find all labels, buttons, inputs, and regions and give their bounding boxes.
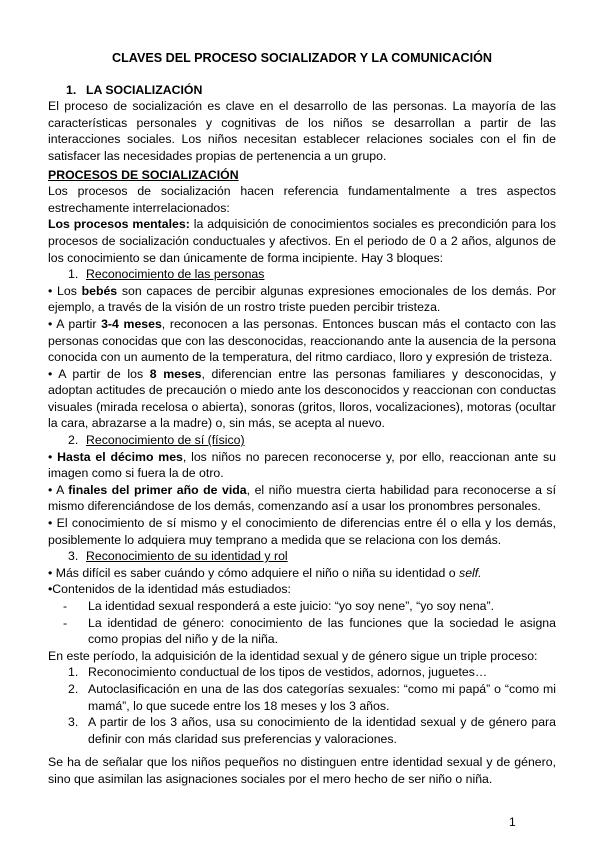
bullet-prefix: • A	[48, 482, 69, 497]
bullet-italic: self.	[459, 565, 482, 580]
procesos-mentales-paragraph	[48, 216, 556, 266]
section-number: 1.	[66, 82, 77, 97]
section-heading-socializacion	[66, 82, 556, 99]
bullet-text: , diferencian entre las personas familiares y desconocidas, y adoptan actitudes de precaución o miedo ante los desconocidos y reaccionan con conductas visuales (mirada recelosa o abierta), sonoras (gritos, lloros, vocalizaciones), motoras (ocultar la cara, abrazarse a la madre) o, sin más, se acepta al nuevo.	[48, 366, 556, 431]
bullet-bold: 8 meses	[149, 366, 202, 381]
bullet-bold: 3-4 meses	[101, 316, 162, 331]
document-title: CLAVES DEL PROCESO SOCIALIZADOR Y LA COMUNICACIÓN	[112, 51, 492, 65]
block1-number: 1.	[68, 267, 79, 282]
spacer	[48, 747, 556, 754]
bullet-prefix: •	[48, 449, 58, 464]
process-step-2	[48, 681, 556, 714]
step-text: Reconocimiento conductual de los tipos de vestidos, adornos, juguetes…	[88, 665, 488, 680]
block3-number: 3.	[68, 549, 79, 564]
bullet-identidad	[48, 565, 556, 582]
section-heading-label: LA SOCIALIZACIÓN	[86, 82, 203, 97]
step-text: A partir de los 3 años, usa su conocimiento de la identidad sexual y de género para definir con más claridad sus preferencias y valoraciones.	[88, 715, 556, 746]
intro-paragraph: El proceso de socialización es clave en el desarrollo de las personas. La mayoría de las características personales y cognitivas de los niños se desarrollan a partir de las interacciones sociales. Los niños necesitan establecer relaciones sociales con el fin de satisfacer las necesidades propias de pertenencia a un grupo.	[48, 99, 556, 163]
procesos-heading: PROCESOS DE SOCIALIZACIÓN	[48, 167, 239, 182]
bullet-text: • Más difícil es saber cuándo y cómo adquiere el niño o niña su identidad o	[48, 565, 460, 580]
bullet-text: , los niños no parecen reconocerse y, por ello, reaccionan ante su imagen como si fuera la de otro.	[48, 449, 556, 481]
bullet-bold: Hasta el décimo mes	[57, 449, 183, 464]
dash-marker: -	[63, 599, 68, 613]
process-intro: En este período, la adquisición de la identidad sexual y de género sigue un triple proceso:	[48, 648, 538, 663]
bullet-text: , reconocen a las personas. Entonces buscan más el contacto con las personas conocidas que con las desconocidas, reaccionando ante la ausencia de la persona conocida con un aumento de la temperatura, del ritmo cardiaco, lloro y expresión de tristeza.	[48, 316, 556, 365]
step-number: 1.	[68, 665, 79, 680]
bullet-bebes	[48, 283, 556, 316]
page-number: 1	[509, 815, 516, 829]
bullet-prefix: • Los	[48, 283, 82, 298]
bullet-primer-ano	[48, 482, 556, 515]
step-number: 3.	[68, 715, 79, 730]
bullet-conocimiento: • El conocimiento de sí mismo y el conocimiento de diferencias entre él o ella y los demás, posiblemente lo adquiera muy temprano a medida que se relaciona con los demás.	[48, 516, 556, 547]
procesos-intro: Los procesos de socialización hacen referencia fundamentalmente a tres aspectos estrechamente interrelacionados:	[48, 184, 556, 215]
dash-text: La identidad sexual responderá a este juicio: “yo soy nene”, “yo soy nena”.	[88, 599, 495, 613]
block3-heading	[68, 548, 556, 565]
block1-heading	[68, 266, 556, 283]
process-step-1	[48, 664, 556, 681]
document-page	[48, 50, 556, 788]
bullet-text: son capaces de percibir algunas expresiones emocionales de los demás. Por ejemplo, a través de la visión de un rostro triste pueden percibir tristeza.	[48, 283, 557, 315]
bullet-bold: bebés	[81, 283, 118, 298]
block2-heading-label: Reconocimiento de sí (físico)	[86, 433, 245, 448]
bullet-8-meses	[48, 366, 556, 432]
block2-heading	[68, 432, 556, 449]
dash-text: La identidad de género: conocimiento de las funciones que la sociedad le asigna como propias del niño y de la niña.	[88, 615, 556, 647]
bullet-decimo-mes	[48, 449, 556, 482]
block2-number: 2.	[68, 433, 79, 448]
procesos-mentales-label: Los procesos mentales:	[48, 217, 190, 232]
block1-heading-label: Reconocimiento de las personas	[86, 267, 265, 282]
process-step-3	[48, 714, 556, 747]
step-number: 2.	[68, 681, 79, 696]
block3-heading-label: Reconocimiento de su identidad y rol	[86, 549, 288, 564]
dash-item-identidad-sexual	[48, 598, 556, 615]
bullet-bold: finales del primer año de vida	[68, 482, 247, 497]
bullet-text: , el niño muestra cierta habilidad para reconocerse a sí mismo diferenciándose de los demás, comenzando así a usar los pronombres personales.	[48, 482, 556, 514]
procesos-mentales-text: la adquisición de conocimientos sociales es precondición para los procesos de socialización conductuales y afectivos. En el periodo de 0 a 2 años, algunos de los conocimiento se dan únicamente de forma incipiente. Hay 3 bloques:	[48, 217, 557, 265]
bullet-contenidos: •Contenidos de la identidad más estudiados:	[48, 582, 291, 597]
step-text: Autoclasificación en una de las dos categorías sexuales: “como mi papá” o “como mi mamá”, lo que sucede entre los 18 meses y los 3 años.	[88, 681, 556, 713]
dash-marker: -	[63, 615, 68, 630]
bullet-prefix: • A partir	[48, 316, 102, 331]
dash-item-identidad-genero	[48, 615, 556, 648]
bullet-3-4-meses	[48, 316, 556, 366]
bullet-prefix: • A partir de los	[48, 366, 150, 381]
closing-paragraph: Se ha de señalar que los niños pequeños no distinguen entre identidad sexual y de género, sino que asimilan las asignaciones sociales por el mero hecho de ser niño o niña.	[48, 755, 556, 786]
